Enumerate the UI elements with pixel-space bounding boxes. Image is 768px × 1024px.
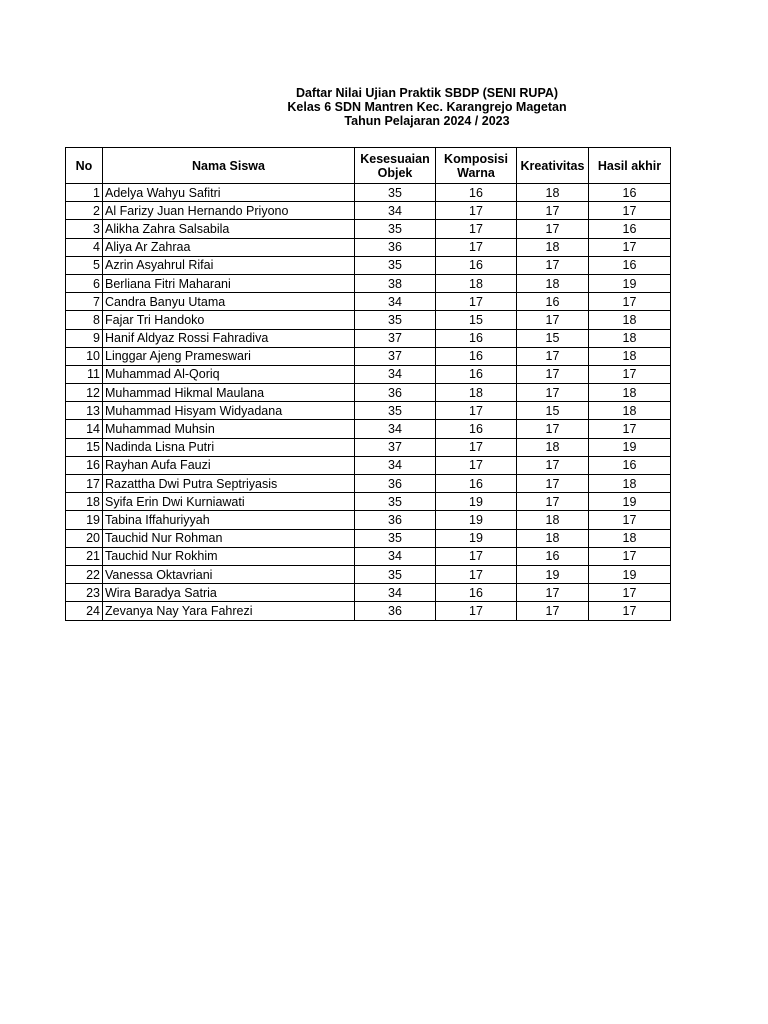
table-row: [66, 511, 671, 529]
student-name: Adelya Wahyu Safitri: [103, 184, 355, 202]
row-number: 3: [66, 220, 103, 238]
row-number: 18: [66, 493, 103, 511]
score-hasil-akhir: 17: [589, 420, 671, 438]
score-kreativitas: 17: [517, 602, 589, 620]
row-number: 6: [66, 274, 103, 292]
score-kesesuaian-objek: 36: [355, 475, 436, 493]
score-komposisi-warna: 16: [436, 365, 517, 383]
score-kesesuaian-objek: 35: [355, 220, 436, 238]
student-name: Vanessa Oktavriani: [103, 565, 355, 583]
table-header: [66, 148, 671, 184]
score-kreativitas: 18: [517, 529, 589, 547]
row-number: 23: [66, 584, 103, 602]
score-hasil-akhir: 18: [589, 475, 671, 493]
student-name: Razattha Dwi Putra Septriyasis: [103, 475, 355, 493]
score-hasil-akhir: 18: [589, 402, 671, 420]
grades-table: [65, 147, 671, 621]
score-hasil-akhir: 16: [589, 220, 671, 238]
student-name: Muhammad Muhsin: [103, 420, 355, 438]
row-number: 21: [66, 547, 103, 565]
score-kesesuaian-objek: 37: [355, 329, 436, 347]
score-komposisi-warna: 17: [436, 602, 517, 620]
score-kreativitas: 17: [517, 420, 589, 438]
score-hasil-akhir: 17: [589, 602, 671, 620]
score-komposisi-warna: 17: [436, 565, 517, 583]
row-number: 22: [66, 565, 103, 583]
score-kesesuaian-objek: 34: [355, 202, 436, 220]
score-kesesuaian-objek: 37: [355, 438, 436, 456]
row-number: 9: [66, 329, 103, 347]
score-hasil-akhir: 17: [589, 584, 671, 602]
student-name: Fajar Tri Handoko: [103, 311, 355, 329]
table-row: [66, 256, 671, 274]
score-kreativitas: 17: [517, 347, 589, 365]
score-kesesuaian-objek: 35: [355, 493, 436, 511]
score-kesesuaian-objek: 35: [355, 565, 436, 583]
score-hasil-akhir: 18: [589, 529, 671, 547]
table-row: [66, 202, 671, 220]
student-name: Muhammad Al-Qoriq: [103, 365, 355, 383]
score-kesesuaian-objek: 35: [355, 184, 436, 202]
score-hasil-akhir: 18: [589, 347, 671, 365]
score-komposisi-warna: 16: [436, 347, 517, 365]
row-number: 4: [66, 238, 103, 256]
row-number: 11: [66, 365, 103, 383]
score-kesesuaian-objek: 34: [355, 456, 436, 474]
score-komposisi-warna: 15: [436, 311, 517, 329]
score-kreativitas: 18: [517, 238, 589, 256]
score-kreativitas: 15: [517, 329, 589, 347]
score-hasil-akhir: 17: [589, 511, 671, 529]
student-name: Tauchid Nur Rokhim: [103, 547, 355, 565]
student-name: Aliya Ar Zahraa: [103, 238, 355, 256]
score-komposisi-warna: 16: [436, 475, 517, 493]
student-name: Muhammad Hisyam Widyadana: [103, 402, 355, 420]
table-body: [66, 184, 671, 621]
score-hasil-akhir: 19: [589, 274, 671, 292]
score-kreativitas: 18: [517, 274, 589, 292]
score-komposisi-warna: 17: [436, 438, 517, 456]
row-number: 2: [66, 202, 103, 220]
score-kreativitas: 17: [517, 584, 589, 602]
table-row: [66, 547, 671, 565]
score-kreativitas: 18: [517, 511, 589, 529]
table-row: [66, 602, 671, 620]
score-komposisi-warna: 17: [436, 293, 517, 311]
score-kreativitas: 18: [517, 184, 589, 202]
score-komposisi-warna: 17: [436, 547, 517, 565]
table-row: [66, 365, 671, 383]
student-name: Tauchid Nur Rohman: [103, 529, 355, 547]
table-row: [66, 329, 671, 347]
score-kesesuaian-objek: 35: [355, 311, 436, 329]
score-kreativitas: 16: [517, 547, 589, 565]
student-name: Azrin Asyahrul Rifai: [103, 256, 355, 274]
table-row: [66, 184, 671, 202]
header-komposisi-warna: Komposisi Warna: [436, 148, 517, 184]
row-number: 20: [66, 529, 103, 547]
score-hasil-akhir: 16: [589, 256, 671, 274]
score-kesesuaian-objek: 35: [355, 402, 436, 420]
score-kesesuaian-objek: 38: [355, 274, 436, 292]
row-number: 17: [66, 475, 103, 493]
table-row: [66, 347, 671, 365]
student-name: Wira Baradya Satria: [103, 584, 355, 602]
row-number: 16: [66, 456, 103, 474]
title-line-1: Daftar Nilai Ujian Praktik SBDP (SENI RUPA): [295, 86, 559, 100]
row-number: 8: [66, 311, 103, 329]
score-hasil-akhir: 18: [589, 311, 671, 329]
row-number: 15: [66, 438, 103, 456]
student-name: Muhammad Hikmal Maulana: [103, 384, 355, 402]
score-komposisi-warna: 18: [436, 384, 517, 402]
score-hasil-akhir: 18: [589, 329, 671, 347]
table-row: [66, 420, 671, 438]
score-kreativitas: 17: [517, 202, 589, 220]
student-name: Linggar Ajeng Prameswari: [103, 347, 355, 365]
header-nama-siswa: Nama Siswa: [103, 148, 355, 184]
student-name: Hanif Aldyaz Rossi Fahradiva: [103, 329, 355, 347]
score-komposisi-warna: 17: [436, 402, 517, 420]
score-kesesuaian-objek: 36: [355, 511, 436, 529]
score-hasil-akhir: 16: [589, 184, 671, 202]
score-hasil-akhir: 16: [589, 456, 671, 474]
score-kesesuaian-objek: 35: [355, 529, 436, 547]
score-hasil-akhir: 19: [589, 565, 671, 583]
student-name: Zevanya Nay Yara Fahrezi: [103, 602, 355, 620]
student-name: Nadinda Lisna Putri: [103, 438, 355, 456]
score-komposisi-warna: 17: [436, 202, 517, 220]
score-kesesuaian-objek: 35: [355, 256, 436, 274]
score-komposisi-warna: 16: [436, 584, 517, 602]
score-komposisi-warna: 17: [436, 220, 517, 238]
student-name: Tabina Iffahuriyyah: [103, 511, 355, 529]
score-kreativitas: 19: [517, 565, 589, 583]
score-komposisi-warna: 16: [436, 329, 517, 347]
header-kreativitas: Kreativitas: [517, 148, 589, 184]
student-name: Alikha Zahra Salsabila: [103, 220, 355, 238]
table-row: [66, 220, 671, 238]
table-row: [66, 438, 671, 456]
score-komposisi-warna: 18: [436, 274, 517, 292]
score-komposisi-warna: 16: [436, 256, 517, 274]
row-number: 24: [66, 602, 103, 620]
score-kesesuaian-objek: 34: [355, 547, 436, 565]
score-kesesuaian-objek: 36: [355, 238, 436, 256]
table-row: [66, 274, 671, 292]
table-row: [66, 584, 671, 602]
score-kreativitas: 17: [517, 311, 589, 329]
table-row: [66, 293, 671, 311]
table-row: [66, 493, 671, 511]
score-kreativitas: 17: [517, 365, 589, 383]
score-kreativitas: 16: [517, 293, 589, 311]
table-row: [66, 456, 671, 474]
header-row: [66, 148, 671, 184]
score-kesesuaian-objek: 34: [355, 584, 436, 602]
score-kreativitas: 17: [517, 493, 589, 511]
score-kesesuaian-objek: 36: [355, 602, 436, 620]
header-hasil-akhir: Hasil akhir: [589, 148, 671, 184]
student-name: Syifa Erin Dwi Kurniawati: [103, 493, 355, 511]
title-line-2: Kelas 6 SDN Mantren Kec. Karangrejo Magetan: [287, 100, 567, 114]
row-number: 12: [66, 384, 103, 402]
score-komposisi-warna: 16: [436, 420, 517, 438]
score-hasil-akhir: 18: [589, 384, 671, 402]
score-kreativitas: 17: [517, 475, 589, 493]
table-row: [66, 529, 671, 547]
score-komposisi-warna: 17: [436, 456, 517, 474]
score-komposisi-warna: 17: [436, 238, 517, 256]
row-number: 14: [66, 420, 103, 438]
score-kreativitas: 17: [517, 220, 589, 238]
score-hasil-akhir: 17: [589, 202, 671, 220]
score-komposisi-warna: 19: [436, 511, 517, 529]
score-kreativitas: 17: [517, 456, 589, 474]
score-hasil-akhir: 19: [589, 438, 671, 456]
table-row: [66, 475, 671, 493]
table-row: [66, 402, 671, 420]
row-number: 1: [66, 184, 103, 202]
score-hasil-akhir: 17: [589, 293, 671, 311]
header-no: No: [66, 148, 103, 184]
student-name: Al Farizy Juan Hernando Priyono: [103, 202, 355, 220]
table-row: [66, 311, 671, 329]
score-kesesuaian-objek: 36: [355, 384, 436, 402]
student-name: Rayhan Aufa Fauzi: [103, 456, 355, 474]
score-kesesuaian-objek: 37: [355, 347, 436, 365]
student-name: Berliana Fitri Maharani: [103, 274, 355, 292]
row-number: 7: [66, 293, 103, 311]
row-number: 19: [66, 511, 103, 529]
score-kesesuaian-objek: 34: [355, 365, 436, 383]
table-row: [66, 565, 671, 583]
score-kreativitas: 17: [517, 384, 589, 402]
table-row: [66, 384, 671, 402]
row-number: 10: [66, 347, 103, 365]
score-hasil-akhir: 17: [589, 547, 671, 565]
score-komposisi-warna: 19: [436, 529, 517, 547]
score-komposisi-warna: 19: [436, 493, 517, 511]
score-kreativitas: 18: [517, 438, 589, 456]
score-kreativitas: 17: [517, 256, 589, 274]
row-number: 13: [66, 402, 103, 420]
score-hasil-akhir: 17: [589, 238, 671, 256]
title-line-3: Tahun Pelajaran 2024 / 2023: [344, 114, 510, 128]
student-name: Candra Banyu Utama: [103, 293, 355, 311]
score-kreativitas: 15: [517, 402, 589, 420]
score-kesesuaian-objek: 34: [355, 420, 436, 438]
row-number: 5: [66, 256, 103, 274]
score-komposisi-warna: 16: [436, 184, 517, 202]
header-kesesuaian-objek: Kesesuaian Objek: [355, 148, 436, 184]
score-hasil-akhir: 17: [589, 365, 671, 383]
score-kesesuaian-objek: 34: [355, 293, 436, 311]
score-hasil-akhir: 19: [589, 493, 671, 511]
table-row: [66, 238, 671, 256]
document-title: [0, 86, 768, 128]
